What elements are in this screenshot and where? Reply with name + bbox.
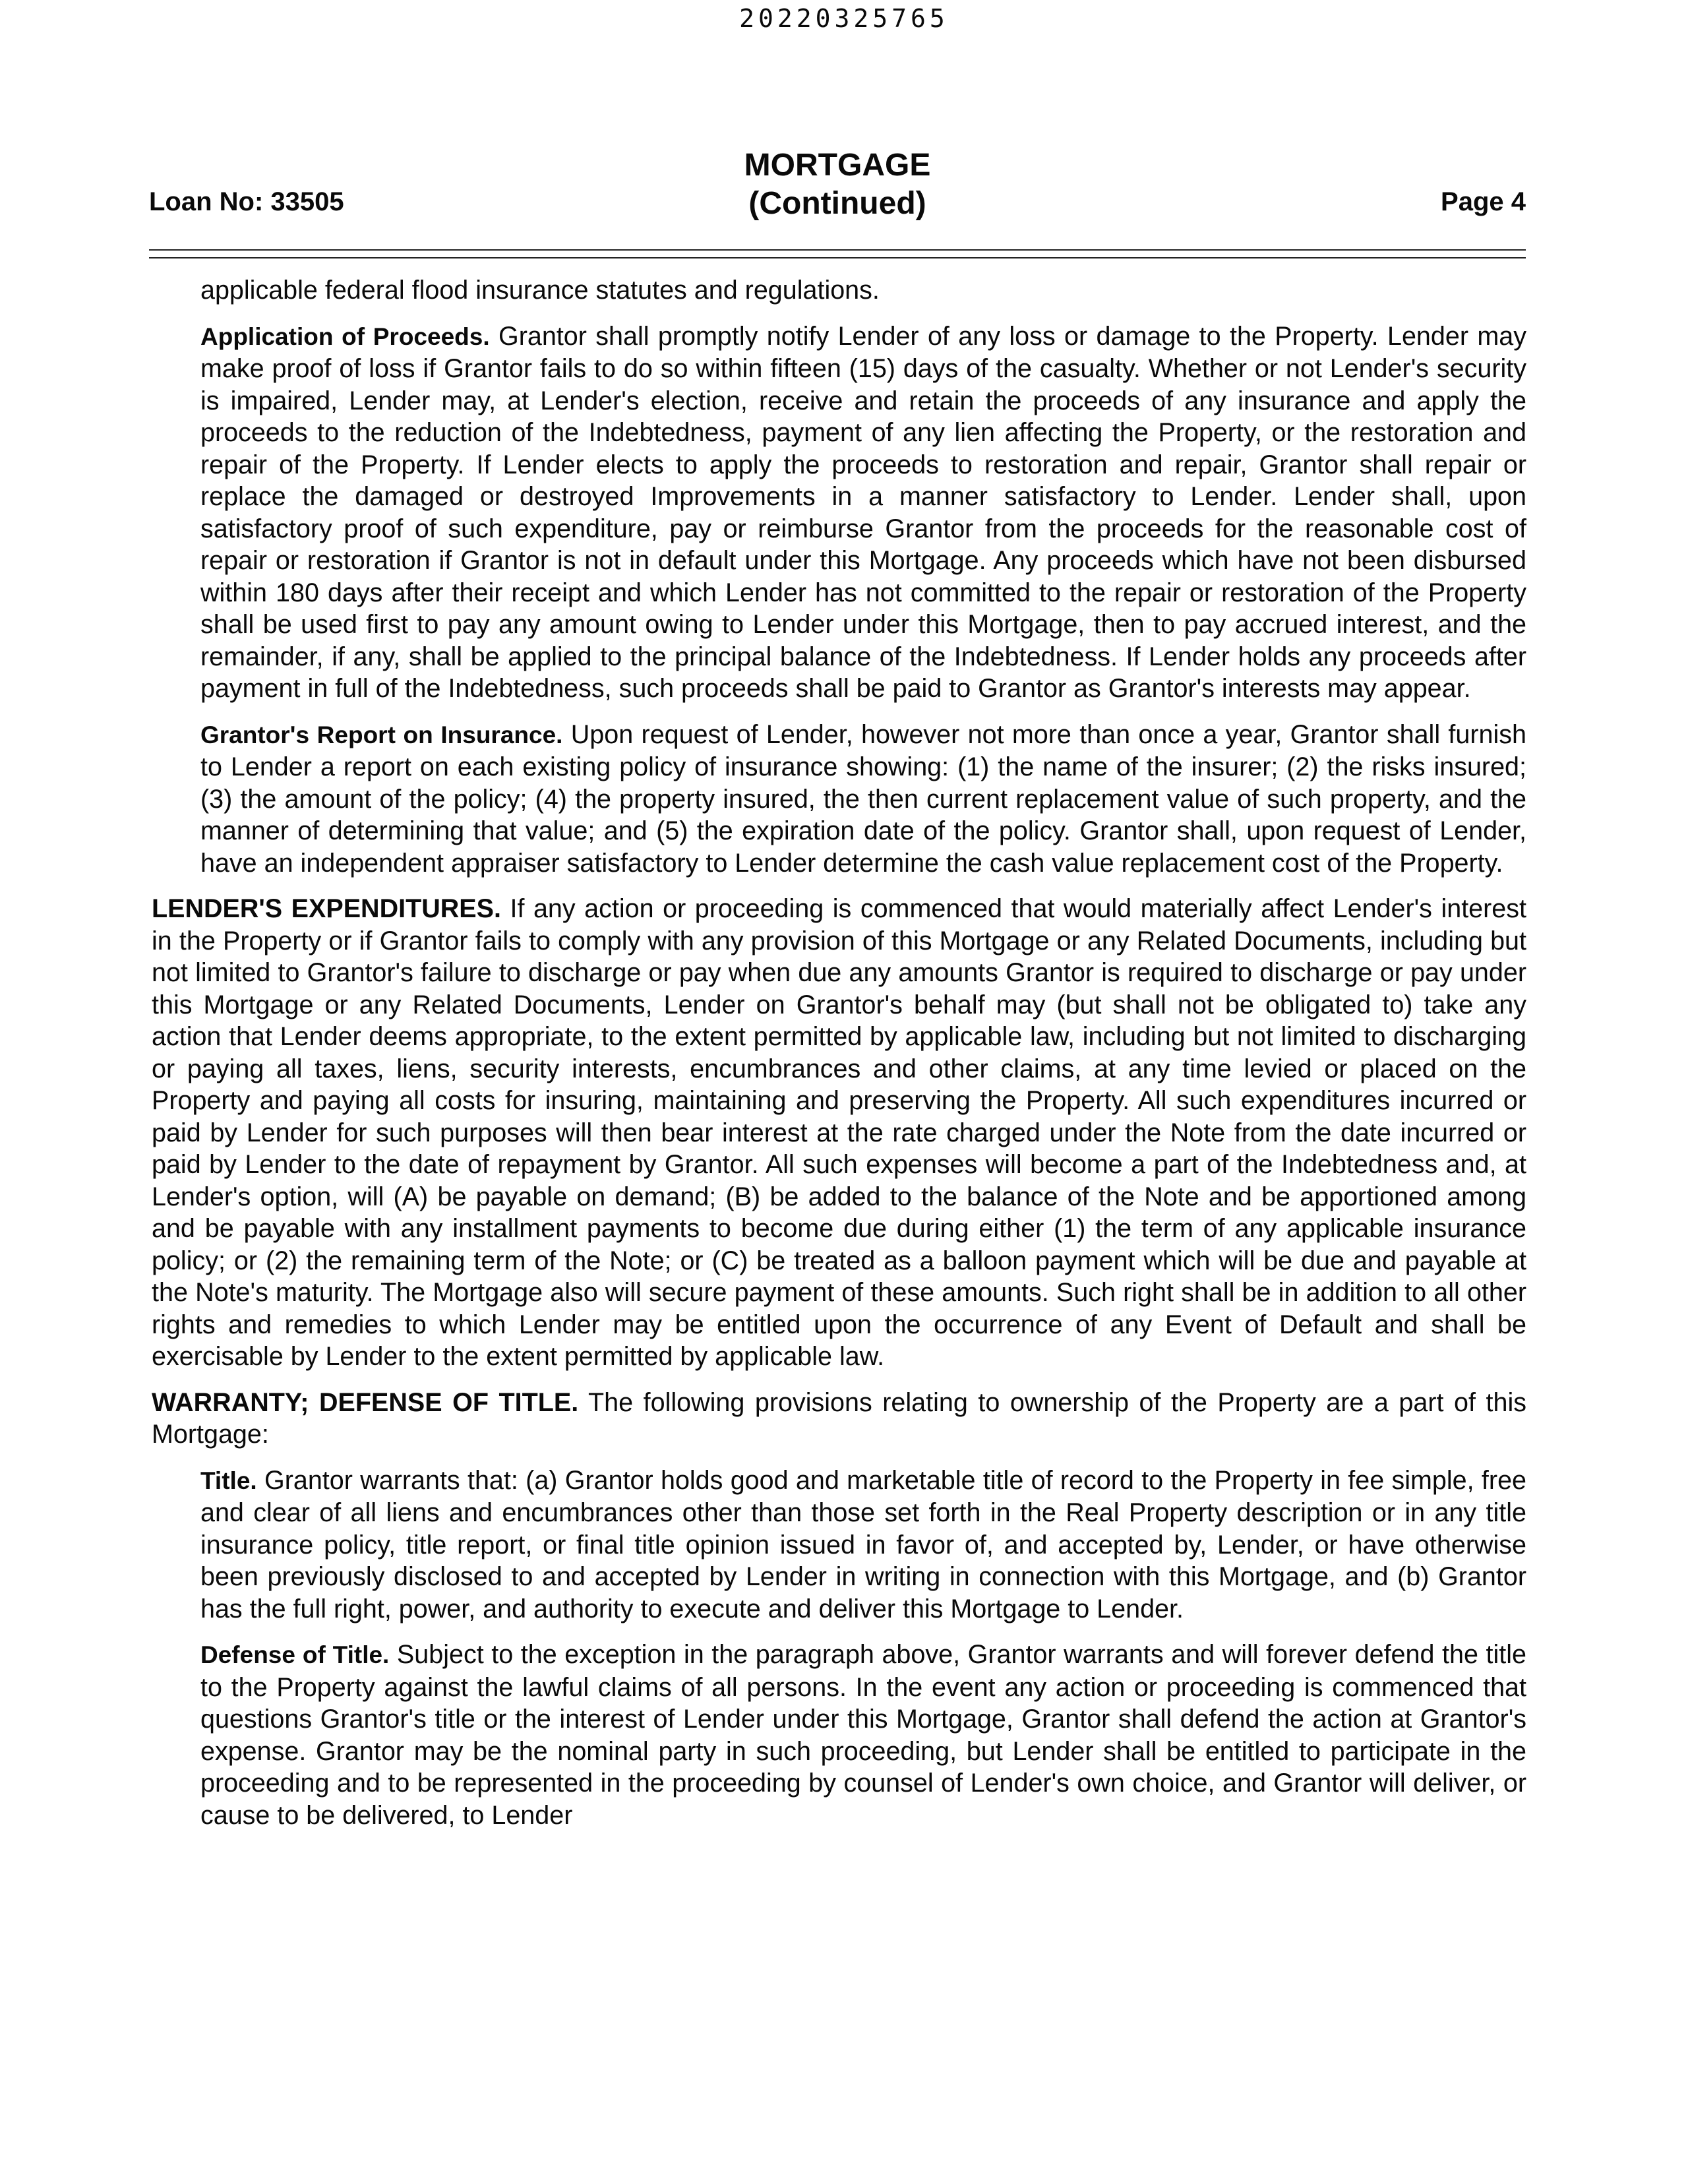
paragraph-warranty-defense-of-title bbox=[152, 1387, 1526, 1451]
paragraph-report-on-insurance bbox=[200, 719, 1526, 880]
title-continued: (Continued) bbox=[748, 186, 926, 221]
document-number: 20220325765 bbox=[739, 4, 949, 33]
paragraph-heading: Application of Proceeds. bbox=[200, 322, 490, 350]
paragraph-lenders-expenditures bbox=[152, 893, 1526, 1373]
paragraph-heading: Defense of Title. bbox=[200, 1641, 390, 1668]
paragraph-heading: Title. bbox=[200, 1467, 257, 1494]
paragraph-defense-of-title bbox=[200, 1639, 1526, 1831]
page-header bbox=[149, 146, 1526, 226]
paragraph-title bbox=[200, 1465, 1526, 1625]
paragraph-text: If any action or proceeding is commenced that would materially affect Lender's interest in the Property or if Grantor fails to comply with any provision of this Mortgage or any Related Documents, including but not limited to Grantor's failure to discharge or pay when due any amounts Grantor is required to discharge or pay under this Mortgage or any Related Documents, Lender on Grantor's behalf may (but shall not be obligated to) take any action that Lender deems appropriate, to the extent permitted by applicable law, including but not limited to discharging or paying all taxes, liens, security interests, encumbrances and other claims, at any time levied or placed on the Property and paying all costs for insuring, maintaining and preserving the Property. All such expenditures incurred or paid by Lender for such purposes will then bear interest at the rate charged under the Note from the date incurred or paid by Lender to the date of repayment by Grantor. All such expenses will become a part of the Indebtedness and, at Lender's option, will (A) be payable on demand; (B) be added to the balance of the Note and be apportioned among and be payable with any installment payments to become due during either (1) the term of any applicable insurance policy; or (2) the remaining term of the Note; or (C) be treated as a balloon payment which will be due and payable at the Note's maturity. The Mortgage also will secure payment of these amounts. Such right shall be in addition to all other rights and remedies to which Lender may be entitled upon the occurrence of any Event of Default and shall be exercisable by Lender to the extent permitted by applicable law. bbox=[152, 894, 1526, 1371]
page-number: Page 4 bbox=[1441, 187, 1526, 216]
paragraph-heading: LENDER'S EXPENDITURES. bbox=[152, 894, 501, 923]
paragraph-text: Grantor warrants that: (a) Grantor holds good and marketable title of record to the Property in fee simple, free and clear of all liens and encumbrances other than those set forth in the Real Property description or in any title insurance policy, title report, or final title opinion issued in favor of, and accepted by, Lender, or have otherwise been previously disclosed to and accepted by Lender in writing in connection with this Mortgage, and (b) Grantor has the full right, power, and authority to execute and deliver this Mortgage to Lender. bbox=[200, 1465, 1526, 1623]
paragraph-flood-insurance-continued bbox=[200, 274, 1526, 307]
title-mortgage: MORTGAGE bbox=[744, 148, 931, 183]
paragraph-text: applicable federal flood insurance statutes and regulations. bbox=[200, 276, 880, 305]
paragraph-text: Grantor shall promptly notify Lender of any loss or damage to the Property. Lender may make proof of loss if Grantor fails to do so within fifteen (15) days of the casualty. Whether or not Lender's security is impaired, Lender may, at Lender's election, receive and retain the proceeds of any insurance and apply the proceeds to the reduction of the Indebtedness, payment of any lien affecting the Property, or the restoration and repair of the Property. If Lender elects to apply the proceeds to restoration and repair, Grantor shall repair or replace the damaged or destroyed Improvements in a manner satisfactory to Lender. Lender shall, upon satisfactory proof of such expenditure, pay or reimburse Grantor from the proceeds for the reasonable cost of repair or restoration if Grantor is not in default under this Mortgage. Any proceeds which have not been disbursed within 180 days after their receipt and which Lender has not committed to the repair or restoration of the Property shall be used first to pay any amount owing to Lender under this Mortgage, then to pay accrued interest, and the remainder, if any, shall be applied to the principal balance of the Indebtedness. If Lender holds any proceeds after payment in full of the Indebtedness, such proceeds shall be paid to Grantor as Grantor's interests may appear. bbox=[200, 321, 1526, 703]
paragraph-application-of-proceeds bbox=[200, 320, 1526, 705]
paragraph-heading: Grantor's Report on Insurance. bbox=[200, 721, 563, 748]
document-title bbox=[149, 146, 1526, 223]
loan-number: Loan No: 33505 bbox=[149, 187, 344, 216]
paragraph-text: Upon request of Lender, however not more than once a year, Grantor shall furnish to Lender a report on each existing policy of insurance showing: (1) the name of the insurer; (2) the risks insured; (3) the amount of the policy; (4) the property insured, the then current replacement value of such property, and the manner of determining that value; and (5) the expiration date of the policy. Grantor shall, upon request of Lender, have an independent appraiser satisfactory to Lender determine the cash value replacement cost of the Property. bbox=[200, 719, 1526, 878]
paragraph-text: The following provisions relating to ownership of the Property are a part of this Mortgage: bbox=[152, 1387, 1526, 1449]
header-rule-bottom bbox=[149, 257, 1526, 258]
document-body bbox=[152, 274, 1526, 1845]
paragraph-text: Subject to the exception in the paragraph above, Grantor warrants and will forever defend the title to the Property against the lawful claims of all persons. In the event any action or proceeding is commenced that questions Grantor's title or the interest of Lender under this Mortgage, Grantor shall defend the action at Grantor's expense. Grantor may be the nominal party in such proceeding, but Lender shall be entitled to participate in the proceeding and to be represented in the proceeding by counsel of Lender's own choice, and Grantor will deliver, or cause to be delivered, to Lender bbox=[200, 1640, 1527, 1830]
header-rule-top bbox=[149, 249, 1526, 251]
paragraph-heading: WARRANTY; DEFENSE OF TITLE. bbox=[152, 1387, 579, 1417]
